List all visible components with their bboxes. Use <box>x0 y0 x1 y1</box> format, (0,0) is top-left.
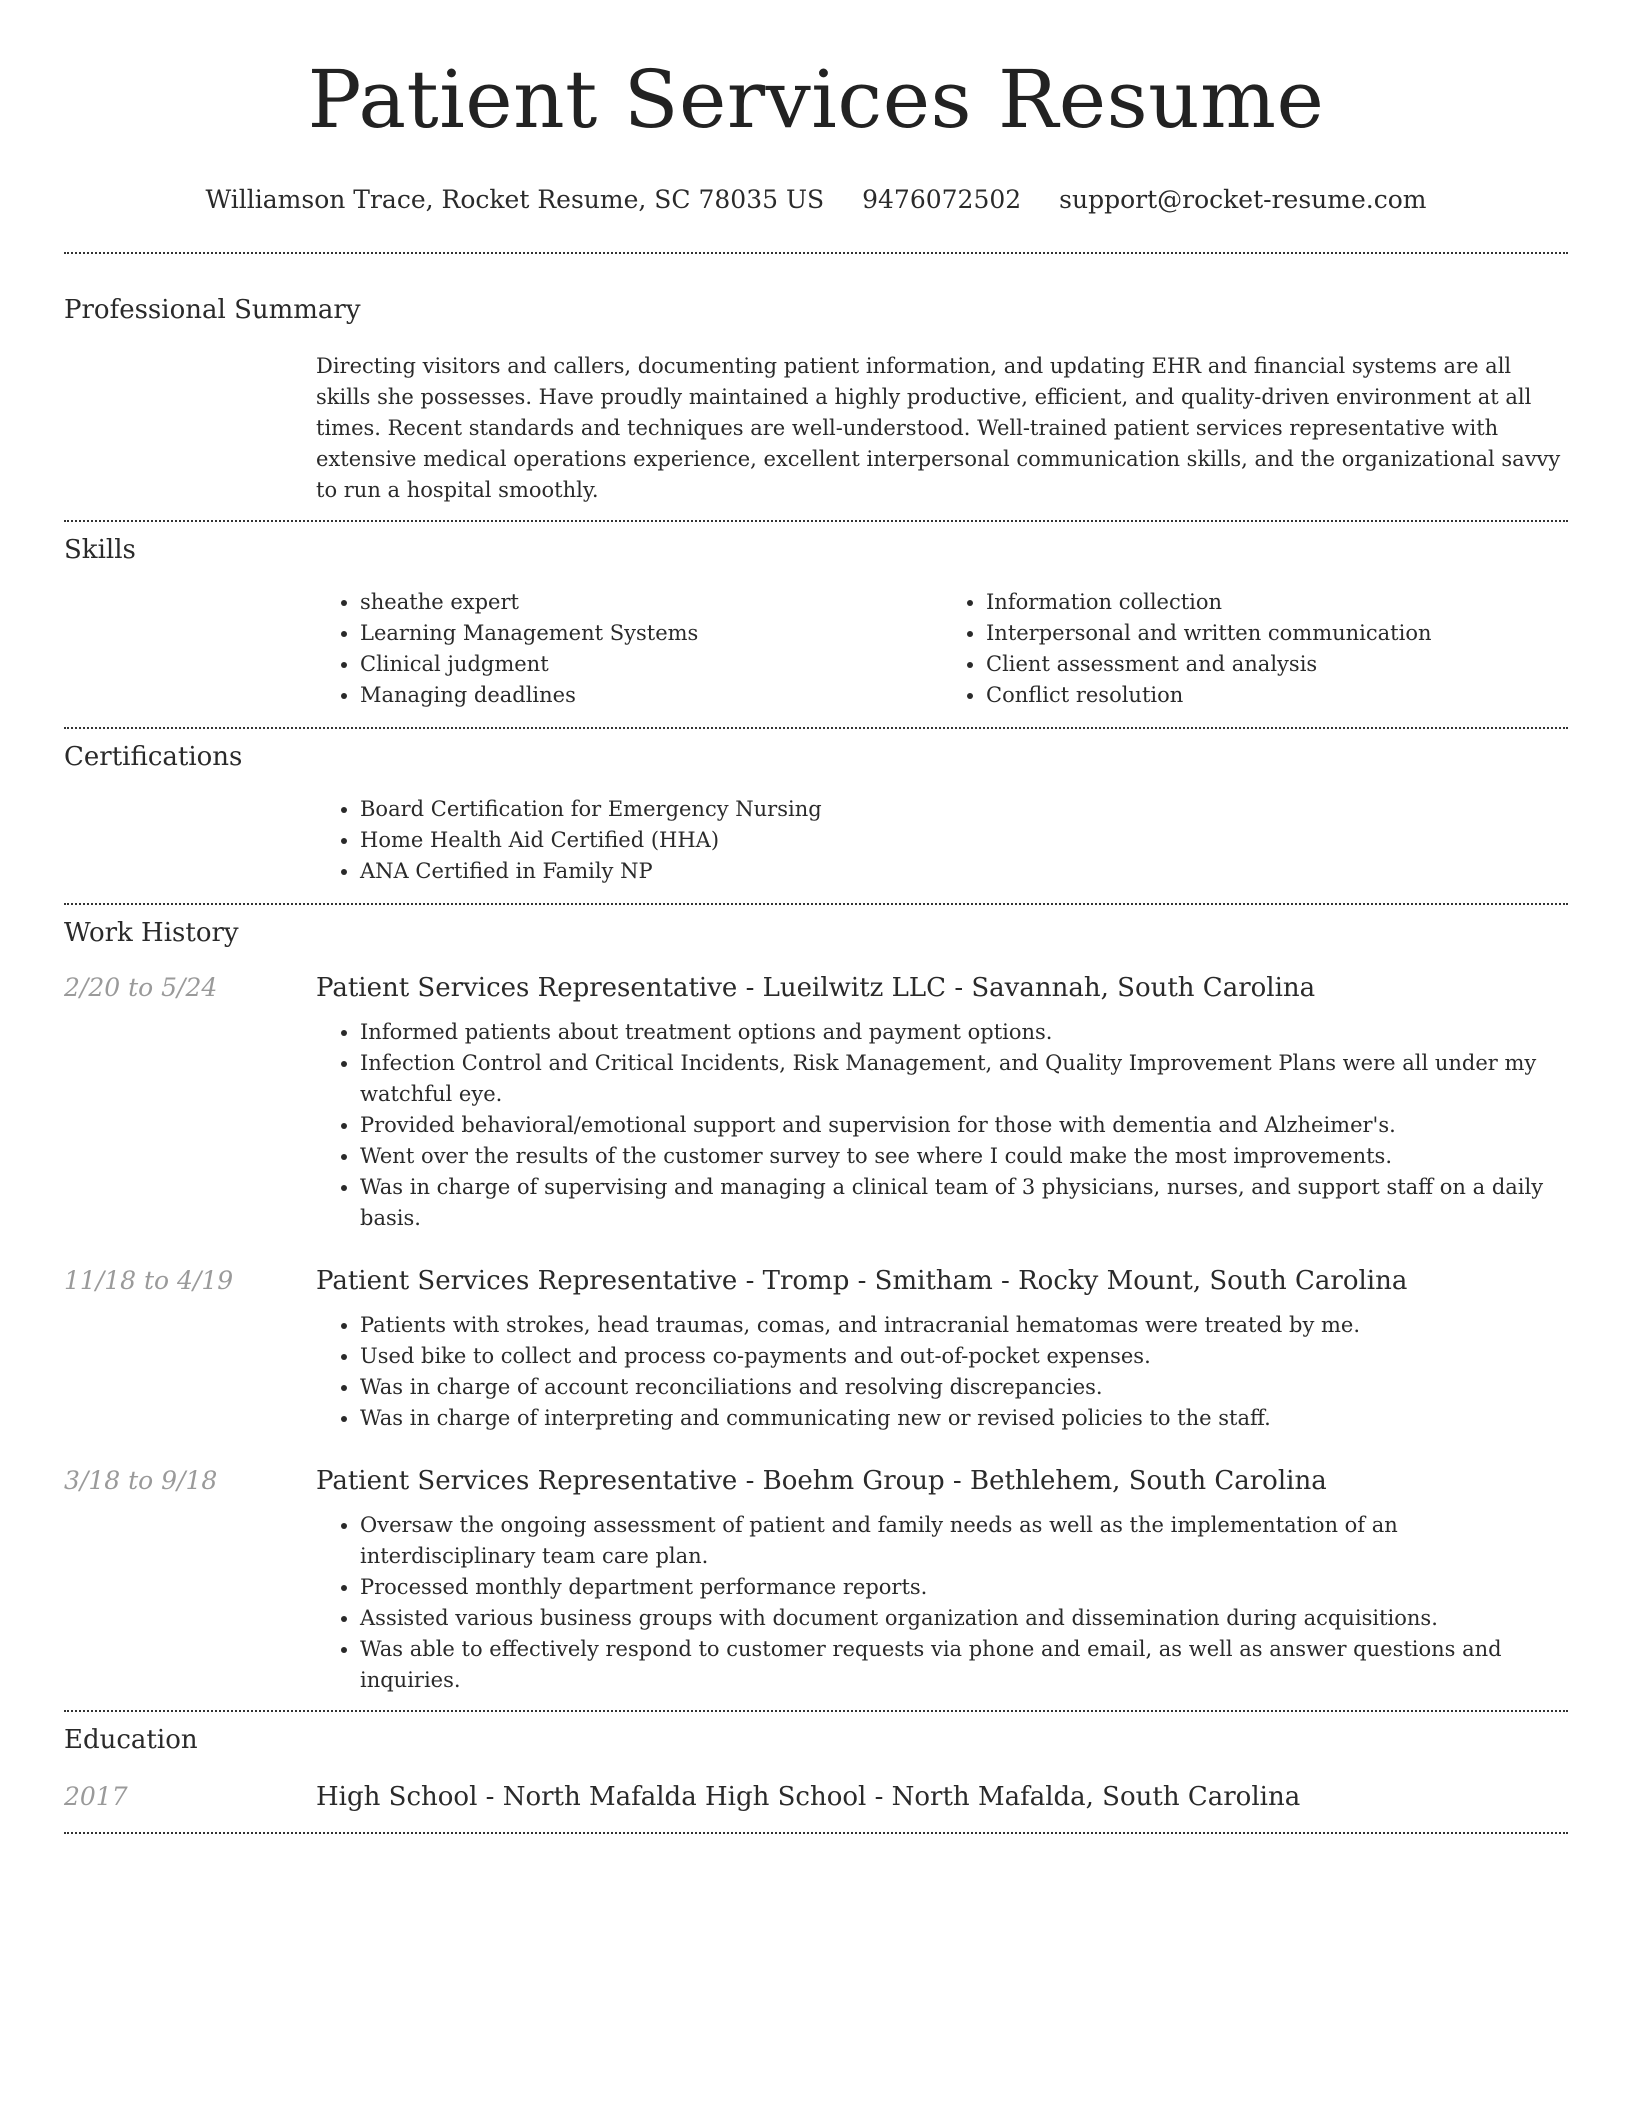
contact-address: Williamson Trace, Rocket Resume, SC 78035 US <box>205 185 825 214</box>
skill-item: • Conflict resolution <box>986 680 1568 711</box>
job-title: Patient Services Representative - Boehm Group - Bethlehem, South Carolina <box>316 1466 1327 1496</box>
job-bullet: • Processed monthly department performance reports. <box>360 1572 1568 1603</box>
job-bullet: • Informed patients about treatment options and payment options. <box>360 1017 1568 1048</box>
job-date: 3/18 to 9/18 <box>64 1466 218 1495</box>
job-bullet: • Infection Control and Critical Incidents, Risk Management, and Quality Improvement Plans were all under my watchful eye. <box>360 1048 1568 1110</box>
skills-grid <box>316 587 1568 711</box>
certifications-list <box>316 794 1568 887</box>
education-title: High School - North Mafalda High School - North Mafalda, South Carolina <box>316 1782 1301 1812</box>
work-history-section <box>64 905 1568 1696</box>
job-entry <box>64 973 1568 1234</box>
job-date: 2/20 to 5/24 <box>64 973 218 1002</box>
section-heading-certifications: Certifications <box>64 742 243 772</box>
professional-summary-section <box>64 254 1568 506</box>
contact-line <box>64 184 1568 216</box>
job-entry <box>64 1466 1568 1696</box>
job-bullet: • Provided behavioral/emotional support and supervision for those with dementia and Alzheimer's. <box>360 1110 1568 1141</box>
job-bullet: • Was able to effectively respond to customer requests via phone and email, as well as answer questions and inquiries. <box>360 1634 1568 1696</box>
section-heading-work-history: Work History <box>64 918 239 948</box>
page-title: Patient Services Resume <box>307 53 1325 146</box>
summary-text: Directing visitors and callers, documenting patient information, and updating EHR and financial systems are all skills she possesses. Have proudly maintained a highly productive, efficient, and quality-driven environment at all times. Recent standards and techniques are well-understood. Well-trained patient services representative with extensive medical operations experience, excellent interpersonal communication skills, and the organizational savvy to run a hospital smoothly. <box>316 354 1561 502</box>
job-bullet: • Oversaw the ongoing assessment of patient and family needs as well as the implementation of an interdisciplinary team care plan. <box>360 1510 1568 1572</box>
job-header <box>64 973 1568 1003</box>
skills-list-left <box>316 587 942 711</box>
job-bullet: • Was in charge of account reconciliations and resolving discrepancies. <box>360 1372 1568 1403</box>
section-heading-education: Education <box>64 1725 198 1755</box>
certification-item: • ANA Certified in Family NP <box>360 856 1568 887</box>
education-section <box>64 1712 1568 1812</box>
job-title: Patient Services Representative - Tromp - Smitham - Rocky Mount, South Carolina <box>316 1266 1408 1296</box>
skills-section <box>64 522 1568 711</box>
skill-item: • sheathe expert <box>360 587 942 618</box>
certifications-section <box>64 729 1568 887</box>
divider <box>64 1832 1568 1834</box>
skill-item: • Interpersonal and written communication <box>986 618 1568 649</box>
job-bullet: • Patients with strokes, head traumas, comas, and intracranial hematomas were treated by me. <box>360 1310 1568 1341</box>
education-date: 2017 <box>64 1782 128 1811</box>
certification-item: • Board Certification for Emergency Nursing <box>360 794 1568 825</box>
skill-item: • Clinical judgment <box>360 649 942 680</box>
section-heading-skills: Skills <box>64 535 136 565</box>
job-date: 11/18 to 4/19 <box>64 1266 234 1295</box>
skills-list-right <box>942 587 1568 711</box>
skill-item: • Client assessment and analysis <box>986 649 1568 680</box>
certification-item: • Home Health Aid Certified (HHA) <box>360 825 1568 856</box>
skill-item: • Information collection <box>986 587 1568 618</box>
skill-item: • Managing deadlines <box>360 680 942 711</box>
job-bullet: • Was in charge of interpreting and communicating new or revised policies to the staff. <box>360 1403 1568 1434</box>
job-bullets <box>316 1017 1568 1234</box>
job-bullets-wrap <box>316 1017 1568 1234</box>
job-title: Patient Services Representative - Lueilwitz LLC - Savannah, South Carolina <box>316 973 1316 1003</box>
section-heading-summary: Professional Summary <box>64 295 361 325</box>
job-bullet: • Assisted various business groups with document organization and dissemination during acquisitions. <box>360 1603 1568 1634</box>
job-bullet: • Was in charge of supervising and managing a clinical team of 3 physicians, nurses, and support staff on a daily basis. <box>360 1172 1568 1234</box>
job-bullets-wrap <box>316 1510 1568 1696</box>
job-entry <box>64 1266 1568 1434</box>
job-header <box>64 1266 1568 1296</box>
job-bullets <box>316 1510 1568 1696</box>
job-bullet: • Went over the results of the customer survey to see where I could make the most improvements. <box>360 1141 1568 1172</box>
contact-email: support@rocket-resume.com <box>1059 185 1427 214</box>
job-bullet: • Used bike to collect and process co-payments and out-of-pocket expenses. <box>360 1341 1568 1372</box>
education-entry <box>64 1782 1568 1812</box>
contact-phone: 9476072502 <box>862 185 1022 214</box>
skill-item: • Learning Management Systems <box>360 618 942 649</box>
job-bullets <box>316 1310 1568 1434</box>
job-bullets-wrap <box>316 1310 1568 1434</box>
job-header <box>64 1466 1568 1496</box>
certifications-list-wrap <box>316 794 1568 887</box>
